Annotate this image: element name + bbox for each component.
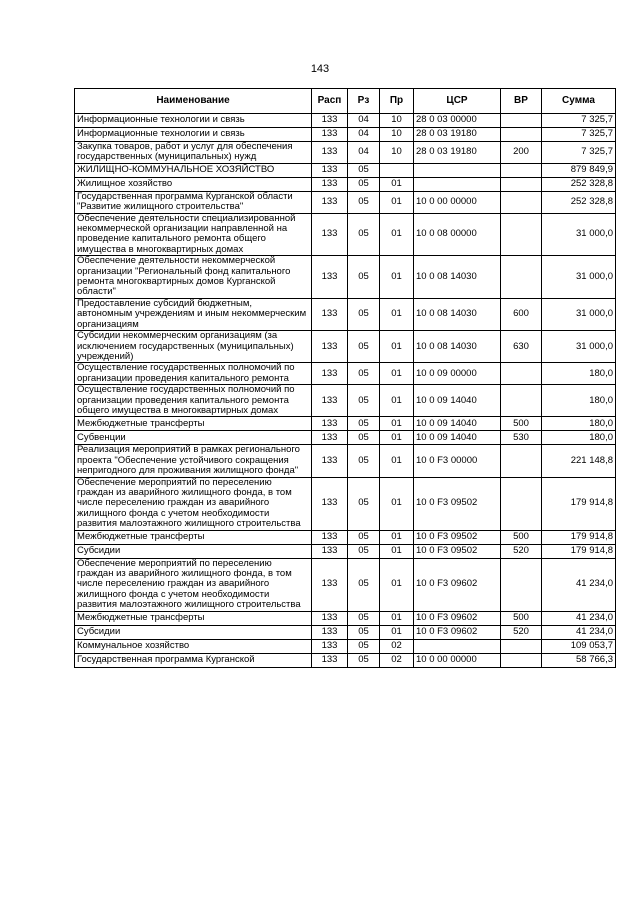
table-row (75, 363, 616, 385)
row-csr: 10 0 F3 09602 (414, 611, 501, 625)
row-csr (414, 163, 501, 177)
row-csr: 10 0 08 00000 (414, 213, 501, 256)
row-pr: 01 (380, 331, 414, 363)
header-pr: Пр (380, 89, 414, 114)
row-sum: 180,0 (542, 385, 616, 417)
row-pr: 01 (380, 445, 414, 477)
row-csr: 28 0 03 19180 (414, 128, 501, 142)
row-rasp: 133 (312, 256, 348, 299)
row-csr: 10 0 F3 09602 (414, 625, 501, 639)
row-csr: 10 0 F3 09502 (414, 544, 501, 558)
row-sum: 31 000,0 (542, 331, 616, 363)
row-rasp: 133 (312, 530, 348, 544)
row-rasp: 133 (312, 163, 348, 177)
row-name: ЖИЛИЩНО-КОММУНАЛЬНОЕ ХОЗЯЙСТВО (75, 163, 312, 177)
row-rz: 05 (348, 653, 380, 667)
row-pr: 02 (380, 653, 414, 667)
row-sum: 179 914,8 (542, 530, 616, 544)
table-row (75, 445, 616, 477)
row-name: Осуществление государственных полномочий по организации проведения капитального ремонта (75, 363, 312, 385)
row-pr: 10 (380, 128, 414, 142)
table-row (75, 544, 616, 558)
row-pr: 01 (380, 611, 414, 625)
row-pr: 01 (380, 363, 414, 385)
row-vr: 500 (501, 530, 542, 544)
row-name: Жилищное хозяйство (75, 177, 312, 191)
row-vr (501, 653, 542, 667)
row-pr: 02 (380, 639, 414, 653)
row-rasp: 133 (312, 477, 348, 530)
table-row (75, 298, 616, 330)
header-rz: Рз (348, 89, 380, 114)
row-rz: 04 (348, 142, 380, 164)
row-rz: 04 (348, 114, 380, 128)
row-vr (501, 114, 542, 128)
row-rz: 05 (348, 163, 380, 177)
row-rasp: 133 (312, 142, 348, 164)
row-name: Межбюджетные трансферты (75, 530, 312, 544)
table-row (75, 625, 616, 639)
row-name: Государственная программа Курганской (75, 653, 312, 667)
row-sum: 58 766,3 (542, 653, 616, 667)
table-row (75, 639, 616, 653)
row-vr: 530 (501, 431, 542, 445)
row-sum: 7 325,7 (542, 142, 616, 164)
row-rasp: 133 (312, 611, 348, 625)
row-name: Субсидии (75, 625, 312, 639)
table-row (75, 191, 616, 213)
row-vr: 630 (501, 331, 542, 363)
row-rasp: 133 (312, 385, 348, 417)
row-name: Обеспечение деятельности некоммерческой организации "Региональный фонд капитального ремонта многоквартирных домов Курганской области" (75, 256, 312, 299)
row-name: Закупка товаров, работ и услуг для обеспечения государственных (муниципальных) нужд (75, 142, 312, 164)
row-csr: 10 0 F3 09602 (414, 558, 501, 611)
row-vr (501, 558, 542, 611)
row-csr: 10 0 08 14030 (414, 298, 501, 330)
table-row (75, 331, 616, 363)
row-vr: 600 (501, 298, 542, 330)
row-name: Реализация мероприятий в рамках регионального проекта "Обеспечение устойчивого сокращения непригодного для проживания жилищного фонда" (75, 445, 312, 477)
row-pr: 01 (380, 530, 414, 544)
row-rasp: 133 (312, 625, 348, 639)
row-rasp: 133 (312, 191, 348, 213)
table-row (75, 128, 616, 142)
row-pr: 01 (380, 477, 414, 530)
row-rz: 05 (348, 530, 380, 544)
row-sum: 31 000,0 (542, 213, 616, 256)
row-rasp: 133 (312, 639, 348, 653)
row-pr: 01 (380, 177, 414, 191)
row-csr (414, 177, 501, 191)
row-csr: 10 0 F3 09502 (414, 530, 501, 544)
row-vr: 520 (501, 625, 542, 639)
row-rasp: 133 (312, 298, 348, 330)
row-vr (501, 213, 542, 256)
table-row (75, 653, 616, 667)
row-vr (501, 639, 542, 653)
row-pr: 01 (380, 191, 414, 213)
row-name: Осуществление государственных полномочий по организации проведения капитального ремонта общего имущества в многоквартирных домах (75, 385, 312, 417)
row-name: Обеспечение деятельности специализированной некоммерческой организации направленной на проведение капитального ремонта общего имущества в многоквартирных домах (75, 213, 312, 256)
row-csr: 28 0 03 19180 (414, 142, 501, 164)
row-name: Межбюджетные трансферты (75, 611, 312, 625)
row-sum: 180,0 (542, 417, 616, 431)
budget-table (74, 88, 616, 668)
row-pr (380, 163, 414, 177)
table-row (75, 213, 616, 256)
row-name: Субвенции (75, 431, 312, 445)
row-vr: 500 (501, 611, 542, 625)
row-vr (501, 256, 542, 299)
row-rz: 05 (348, 191, 380, 213)
row-rz: 05 (348, 417, 380, 431)
table-row (75, 114, 616, 128)
row-vr (501, 385, 542, 417)
header-csr: ЦСР (414, 89, 501, 114)
row-sum: 180,0 (542, 431, 616, 445)
row-rz: 05 (348, 544, 380, 558)
row-sum: 41 234,0 (542, 558, 616, 611)
row-pr: 01 (380, 625, 414, 639)
row-name: Субсидии некоммерческим организациям (за исключением государственных (муниципальных) учреждений) (75, 331, 312, 363)
row-name: Обеспечение мероприятий по переселению граждан из аварийного жилищного фонда, в том числе переселению граждан из аварийного жилищного фонда с учетом необходимости развития малоэтажного жилищного строительства (75, 558, 312, 611)
row-pr: 01 (380, 298, 414, 330)
row-rasp: 133 (312, 177, 348, 191)
row-csr: 10 0 08 14030 (414, 256, 501, 299)
row-vr (501, 191, 542, 213)
row-pr: 01 (380, 431, 414, 445)
row-csr: 10 0 08 14030 (414, 331, 501, 363)
row-sum: 31 000,0 (542, 256, 616, 299)
row-rasp: 133 (312, 431, 348, 445)
row-sum: 41 234,0 (542, 625, 616, 639)
row-pr: 01 (380, 256, 414, 299)
row-name: Государственная программа Курганской области "Развитие жилищного строительства" (75, 191, 312, 213)
table-row (75, 256, 616, 299)
row-rasp: 133 (312, 114, 348, 128)
row-rasp: 133 (312, 558, 348, 611)
table-row (75, 385, 616, 417)
table-row (75, 417, 616, 431)
row-pr: 01 (380, 385, 414, 417)
row-csr (414, 639, 501, 653)
row-vr (501, 363, 542, 385)
row-pr: 10 (380, 114, 414, 128)
row-rz: 05 (348, 477, 380, 530)
row-vr: 500 (501, 417, 542, 431)
row-sum: 41 234,0 (542, 611, 616, 625)
row-rz: 05 (348, 256, 380, 299)
row-csr: 10 0 00 00000 (414, 191, 501, 213)
row-csr: 28 0 03 00000 (414, 114, 501, 128)
row-rasp: 133 (312, 363, 348, 385)
row-sum: 879 849,9 (542, 163, 616, 177)
row-csr: 10 0 00 00000 (414, 653, 501, 667)
row-pr: 01 (380, 544, 414, 558)
row-name: Субсидии (75, 544, 312, 558)
row-name: Предоставление субсидий бюджетным, автономным учреждениям и иным некоммерческим организациям (75, 298, 312, 330)
row-vr (501, 445, 542, 477)
row-vr (501, 477, 542, 530)
row-pr: 01 (380, 213, 414, 256)
row-pr: 01 (380, 417, 414, 431)
row-sum: 179 914,8 (542, 477, 616, 530)
row-sum: 221 148,8 (542, 445, 616, 477)
row-rz: 05 (348, 177, 380, 191)
row-name: Информационные технологии и связь (75, 128, 312, 142)
row-rasp: 133 (312, 128, 348, 142)
row-sum: 7 325,7 (542, 128, 616, 142)
header-rasp: Расп (312, 89, 348, 114)
row-rasp: 133 (312, 445, 348, 477)
row-rasp: 133 (312, 213, 348, 256)
row-vr (501, 177, 542, 191)
row-csr: 10 0 F3 00000 (414, 445, 501, 477)
row-rasp: 133 (312, 653, 348, 667)
page-number: 143 (310, 63, 330, 75)
row-sum: 252 328,8 (542, 191, 616, 213)
header-name: Наименование (75, 89, 312, 114)
table-row (75, 431, 616, 445)
header-sum: Сумма (542, 89, 616, 114)
row-csr: 10 0 09 14040 (414, 385, 501, 417)
row-name: Межбюджетные трансферты (75, 417, 312, 431)
row-csr: 10 0 09 00000 (414, 363, 501, 385)
table-row (75, 558, 616, 611)
row-pr: 01 (380, 558, 414, 611)
row-sum: 252 328,8 (542, 177, 616, 191)
row-rasp: 133 (312, 331, 348, 363)
table-row (75, 530, 616, 544)
row-sum: 31 000,0 (542, 298, 616, 330)
table-header-row (75, 89, 616, 114)
row-csr: 10 0 09 14040 (414, 431, 501, 445)
row-csr: 10 0 09 14040 (414, 417, 501, 431)
row-rasp: 133 (312, 544, 348, 558)
row-vr (501, 163, 542, 177)
row-rz: 05 (348, 363, 380, 385)
row-sum: 179 914,8 (542, 544, 616, 558)
row-vr: 520 (501, 544, 542, 558)
row-sum: 180,0 (542, 363, 616, 385)
row-rz: 04 (348, 128, 380, 142)
row-name: Обеспечение мероприятий по переселению граждан из аварийного жилищного фонда, в том числе переселению граждан из аварийного жилищного фонда с учетом необходимости развития малоэтажного жилищного строительства (75, 477, 312, 530)
row-name: Информационные технологии и связь (75, 114, 312, 128)
row-rz: 05 (348, 385, 380, 417)
row-pr: 10 (380, 142, 414, 164)
table-row (75, 163, 616, 177)
row-sum: 7 325,7 (542, 114, 616, 128)
table-row (75, 177, 616, 191)
row-rz: 05 (348, 213, 380, 256)
row-rz: 05 (348, 611, 380, 625)
table-row (75, 142, 616, 164)
row-rz: 05 (348, 431, 380, 445)
row-vr: 200 (501, 142, 542, 164)
row-vr (501, 128, 542, 142)
row-rz: 05 (348, 639, 380, 653)
row-rz: 05 (348, 625, 380, 639)
row-csr: 10 0 F3 09502 (414, 477, 501, 530)
header-vr: ВР (501, 89, 542, 114)
table-row (75, 611, 616, 625)
row-name: Коммунальное хозяйство (75, 639, 312, 653)
row-rasp: 133 (312, 417, 348, 431)
table-row (75, 477, 616, 530)
row-sum: 109 053,7 (542, 639, 616, 653)
row-rz: 05 (348, 445, 380, 477)
row-rz: 05 (348, 331, 380, 363)
row-rz: 05 (348, 558, 380, 611)
row-rz: 05 (348, 298, 380, 330)
